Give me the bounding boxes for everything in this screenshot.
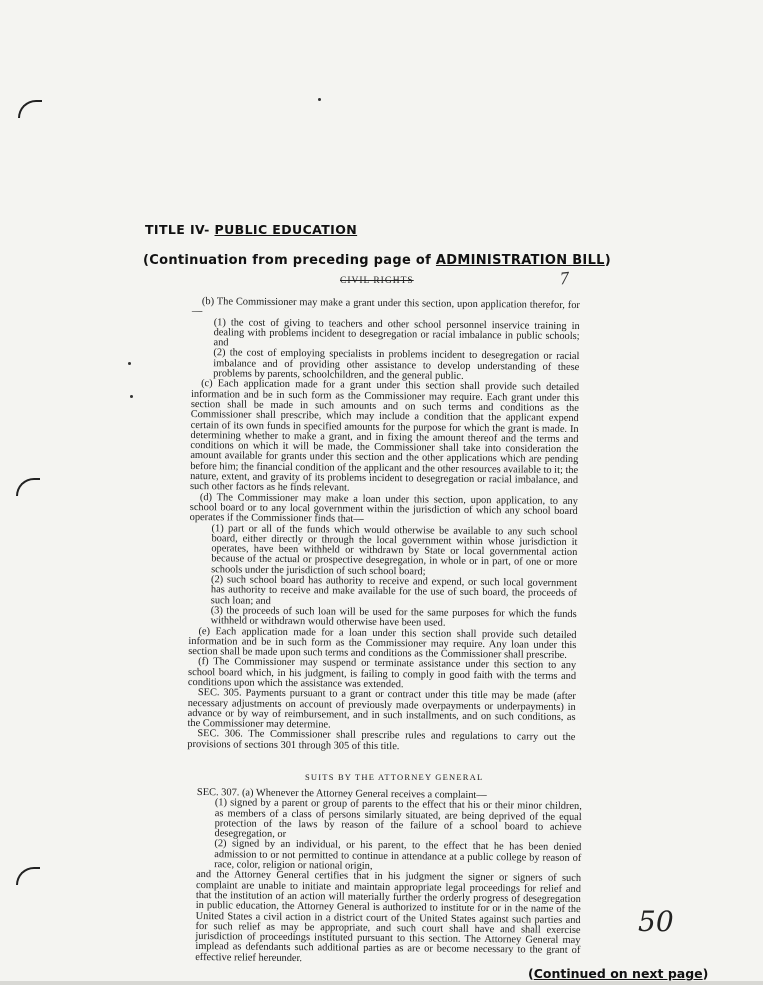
paragraph: and the Attorney General certifies that in his judgment the signer or signers of such complaint are unable to initiate and maintain appropriate legal proceedings for relief and that the institution of an action will materially further the orderly progress of desegregation in public education, the Attorney General is authorized to institute for or in the name of the United States a civil action in a district court of the United States against such parties and for such relief as may be appropriate, and such court shall have and shall exercise jurisdiction of proceedings instituted pursuant to this section. The Attorney General may implead as defendants such additional parties as are or become necessary to the grant of effective relief hereunder.	[195, 869, 582, 964]
struck-civil-rights: CIVIL RIGHTS	[340, 276, 414, 286]
bill-text-block	[187, 297, 580, 754]
continuation-prefix: (Continuation from preceding page of	[143, 253, 432, 268]
handwritten-page-number: 50	[638, 905, 674, 938]
continuation-suffix: )	[604, 253, 611, 268]
paragraph: (e) Each application made for a loan under this section shall provide such detailed information and be in such form as the Commissioner may require. Any loan under this section shall be made upon such terms and conditions as the Commissioner shall prescribe.	[188, 625, 577, 662]
paragraph: (f) The Commissioner may suspend or terminate assistance under this section to any school board which, in his judgment, is failing to comply in good faith with the terms and conditions upon which the assistance was extended.	[187, 656, 577, 691]
footer-open: (	[528, 966, 534, 981]
list-item: (1) signed by a parent or group of parents to the effect that his or their minor children, as members of a class of persons similarly situated, are being deprived of the equal protection of the laws by reason of the failure of a school board to achieve desegregation, or	[214, 797, 582, 841]
continuation-heading	[143, 253, 611, 268]
speck	[130, 395, 133, 398]
list-item: (1) part or all of the funds which would otherwise be available to any such school board, either directly or through the local government within whose jurisdiction it operates, have been withheld or withdrawn by State or local governmental action because of the actual or prospective desegregation, in whole or in part, of one or more schools under the jurisdiction of such school board;	[211, 522, 578, 578]
paragraph: SEC. 306. The Commissioner shall prescribe rules and regulations to carry out the provisions of sections 301 through 305 of this title.	[187, 728, 576, 752]
list-item: (2) the cost of employing specialists in problems incident to desegregation or racial imbalance and of providing other assistance to develop understanding of these problems by parents, schoolchildren, and the general public.	[213, 347, 580, 382]
list-item: (2) signed by an individual, or his parent, to the effect that he has been denied admission to or not permitted to continue in attendance at a public college by reason of race, color, religion or national origin,	[214, 838, 582, 872]
punch-hole-mark	[18, 100, 42, 118]
speck	[128, 362, 131, 365]
title-underlined: PUBLIC EDUCATION	[214, 222, 358, 237]
paragraph: (c) Each application made for a grant under this section shall provide such detailed information and be in such form as the Commissioner may require. Each grant under this section shall be made in such amounts and on such terms and conditions as the Commissioner shall prescribe, which may include a condition that the applicant expend certain of its own funds in specified amounts for the purpose for which the grant is made. In determining whether to make a grant, and in fixing the amount thereof and the terms and conditions on which it will be made, the Commissioner shall take into consideration the amount available for grants under this section and the other applications which are pending before him; the financial condition of the applicant and the other resources available to it; the nature, extent, and gravity of its problems incident to desegregation or racial imbalance, and such other factors as he finds relevant.	[189, 378, 580, 495]
title-heading	[145, 222, 357, 237]
handwritten-mark: 7	[558, 267, 570, 289]
scan-edge	[0, 981, 763, 985]
list-item: (1) the cost of giving to teachers and other school personnel inservice training in dealing with problems incident to desegregation or racial imbalance in public schools; and	[213, 316, 580, 349]
list-item: (2) such school board has authority to receive and expend, or such local government has authority to receive and make available for the use of such board, the proceeds of such loan; and	[210, 574, 578, 607]
footer-close: )	[702, 966, 709, 981]
paragraph: SEC. 305. Payments pursuant to a grant or contract under this title may be made (after necessary adjustments on account of previously made overpayments or underpayments) in advance or by way of reimbursement, and in such installments, and on such conditions, as the Commissioner may determine.	[187, 687, 576, 731]
continuation-underlined: ADMINISTRATION BILL	[435, 253, 605, 268]
paragraph: SEC. 307. (a) Whenever the Attorney General receives a complaint—	[196, 787, 487, 802]
punch-hole-mark	[16, 478, 40, 496]
footer-underlined: Continued on next page	[533, 966, 703, 981]
continued-footer	[528, 966, 708, 981]
bill-text-block-2	[195, 788, 582, 967]
punch-hole-mark	[16, 867, 40, 885]
speck	[318, 98, 321, 101]
list-item: (3) the proceeds of such loan will be used for the same purposes for which the funds withheld or withdrawn would otherwise have been used.	[210, 605, 577, 629]
paragraph: (b) The Commissioner may make a grant under this section, upon application therefor, for—	[191, 296, 580, 318]
section-heading: SUITS BY THE ATTORNEY GENERAL	[305, 772, 484, 782]
title-prefix: TITLE IV-	[145, 222, 210, 237]
paragraph: (d) The Commissioner may make a loan under this section, upon application, to any school board or to any local government within the jurisdiction of which any school board operates if the Commissioner finds that—	[189, 491, 578, 526]
